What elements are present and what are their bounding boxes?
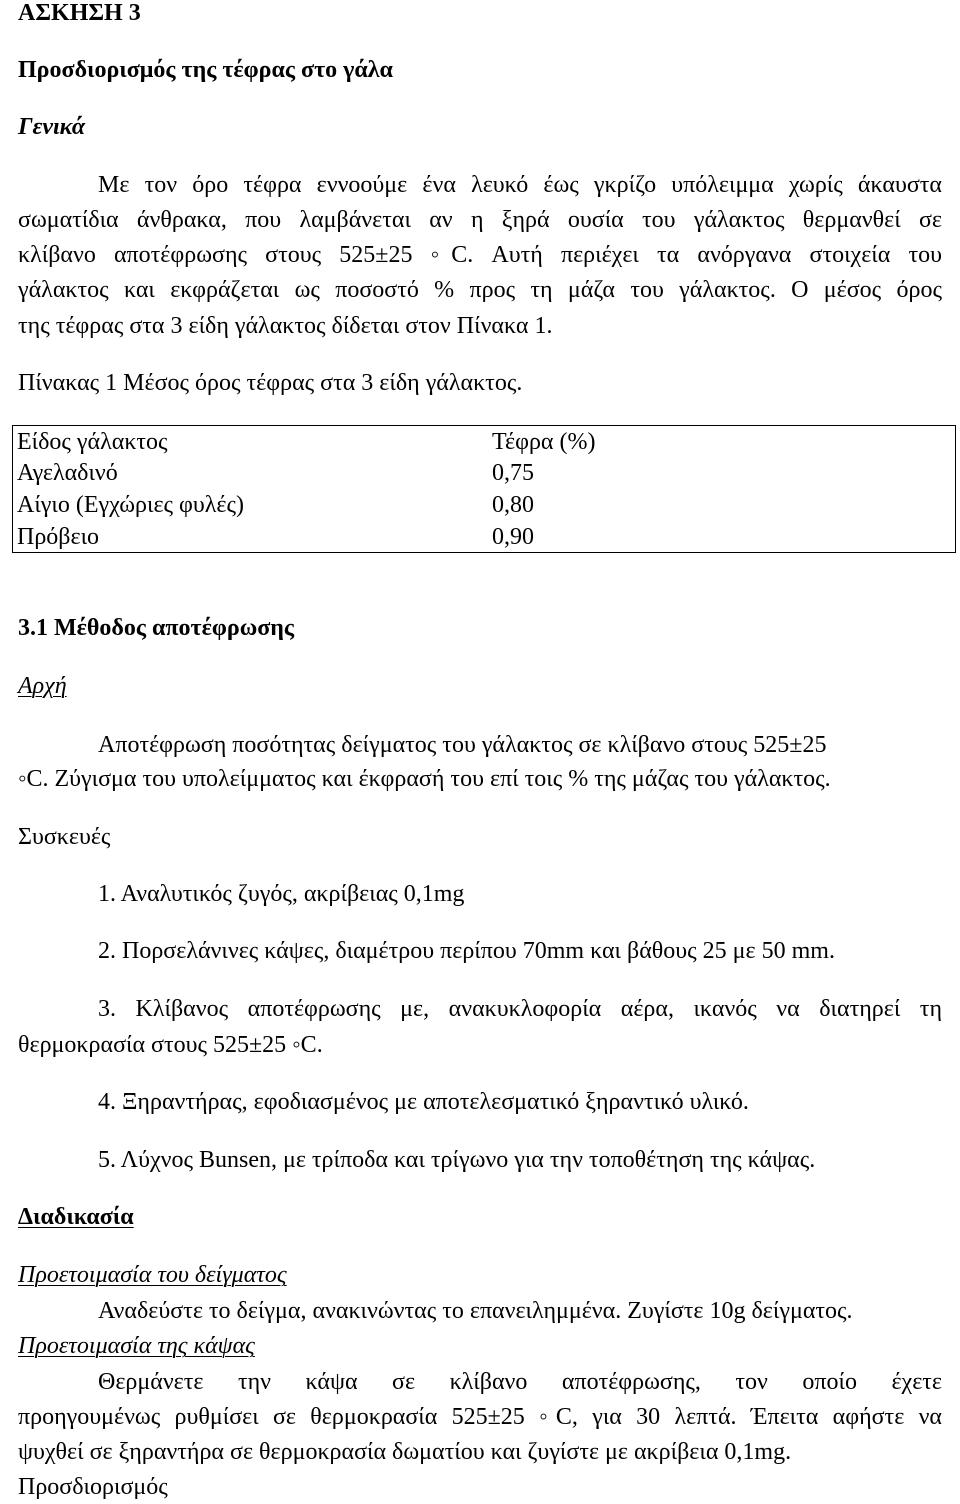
table-caption: Πίνακας 1 Μέσος όρος τέφρας στα 3 είδη γάλακτος. <box>18 370 523 396</box>
principle-line: ◦C. Ζύγισμα του υπολείμματος και έκφρασή του επί τοις % της μάζας του γάλακτος. <box>18 766 831 792</box>
sample-prep-text: Αναδεύστε το δείγμα, ανακινώντας το επανειλημμένα. Ζυγίστε 10g δείγματος. <box>98 1298 853 1324</box>
general-paragraph-line: γάλακτος και εκφράζεται ως ποσοστό % προς τη μάζα του γάλακτος. Ο μέσος όρος <box>18 277 942 303</box>
apparatus-item: 4. Ξηραντήρας, εφοδιασμένος με αποτελεσματικό ξηραντικό υλικό. <box>98 1089 749 1115</box>
dish-prep-line: ψυχθεί σε ξηραντήρα σε θερμοκρασία δωματίου και ζυγίστε με ακρίβεια 0,1mg. <box>18 1439 792 1465</box>
sample-prep-heading: Προετοιμασία του δείγματος <box>18 1262 287 1288</box>
exercise-title: ΑΣΚΗΣΗ 3 <box>18 0 141 26</box>
apparatus-item: 3. Κλίβανος αποτέφρωσης με, ανακυκλοφορία αέρα, ικανός να διατηρεί τη <box>98 996 942 1022</box>
document-subtitle: Προσδιορισμός της τέφρας στο γάλα <box>18 57 393 83</box>
table-cell-milk-type: Αίγιο (Εγχώριες φυλές) <box>17 492 244 518</box>
dish-prep-line: προηγουμένως ρυθμίσει σε θερμοκρασία 525±25 ◦C, για 30 λεπτά. Έπειτα αφήστε να <box>18 1404 942 1430</box>
table-cell-milk-type: Πρόβειο <box>17 524 100 550</box>
procedure-heading: Διαδικασία <box>18 1204 134 1230</box>
general-paragraph-line: της τέφρας στα 3 είδη γάλακτος δίδεται στον Πίνακα 1. <box>18 313 553 339</box>
table-header-milk-type: Είδος γάλακτος <box>17 429 168 455</box>
principle-heading: Αρχή <box>18 673 67 699</box>
table-cell-ash: 0,80 <box>492 492 534 518</box>
general-paragraph-line: κλίβανο αποτέφρωσης στους 525±25 ◦C. Αυτή περιέχει τα ανόργανα στοιχεία του <box>18 242 942 268</box>
table-cell-milk-type: Αγελαδινό <box>17 460 118 486</box>
determination-heading: Προσδιορισμός <box>18 1474 168 1500</box>
general-paragraph-line: Με τον όρο τέφρα εννοούμε ένα λευκό έως γκρίζο υπόλειμμα χωρίς άκαυστα <box>98 172 942 198</box>
table-cell-ash: 0,90 <box>492 524 534 550</box>
method-heading: 3.1 Μέθοδος αποτέφρωσης <box>18 615 295 641</box>
apparatus-item: 2. Πορσελάνινες κάψες, διαμέτρου περίπου 70mm και βάθους 25 με 50 mm. <box>98 938 835 964</box>
table-header-ash: Τέφρα (%) <box>492 429 596 455</box>
general-paragraph-line: σωματίδια άνθρακα, που λαμβάνεται αν η ξηρά ουσία του γάλακτος θερμανθεί σε <box>18 207 942 233</box>
apparatus-heading: Συσκευές <box>18 824 111 850</box>
table-cell-ash: 0,75 <box>492 460 534 486</box>
dish-prep-heading: Προετοιμασία της κάψας <box>18 1333 255 1359</box>
apparatus-item-continuation: θερμοκρασία στους 525±25 ◦C. <box>18 1032 323 1058</box>
ash-table <box>12 425 956 553</box>
general-heading: Γενικά <box>18 114 86 140</box>
apparatus-item: 1. Αναλυτικός ζυγός, ακρίβειας 0,1mg <box>98 881 465 907</box>
apparatus-item: 5. Λύχνος Bunsen, με τρίποδα και τρίγωνο για την τοποθέτηση της κάψας. <box>98 1147 816 1173</box>
dish-prep-line: Θερμάνετε την κάψα σε κλίβανο αποτέφρωσης, τον οποίο έχετε <box>98 1369 942 1395</box>
principle-line: Αποτέφρωση ποσότητας δείγματος του γάλακτος σε κλίβανο στους 525±25 <box>98 732 827 758</box>
